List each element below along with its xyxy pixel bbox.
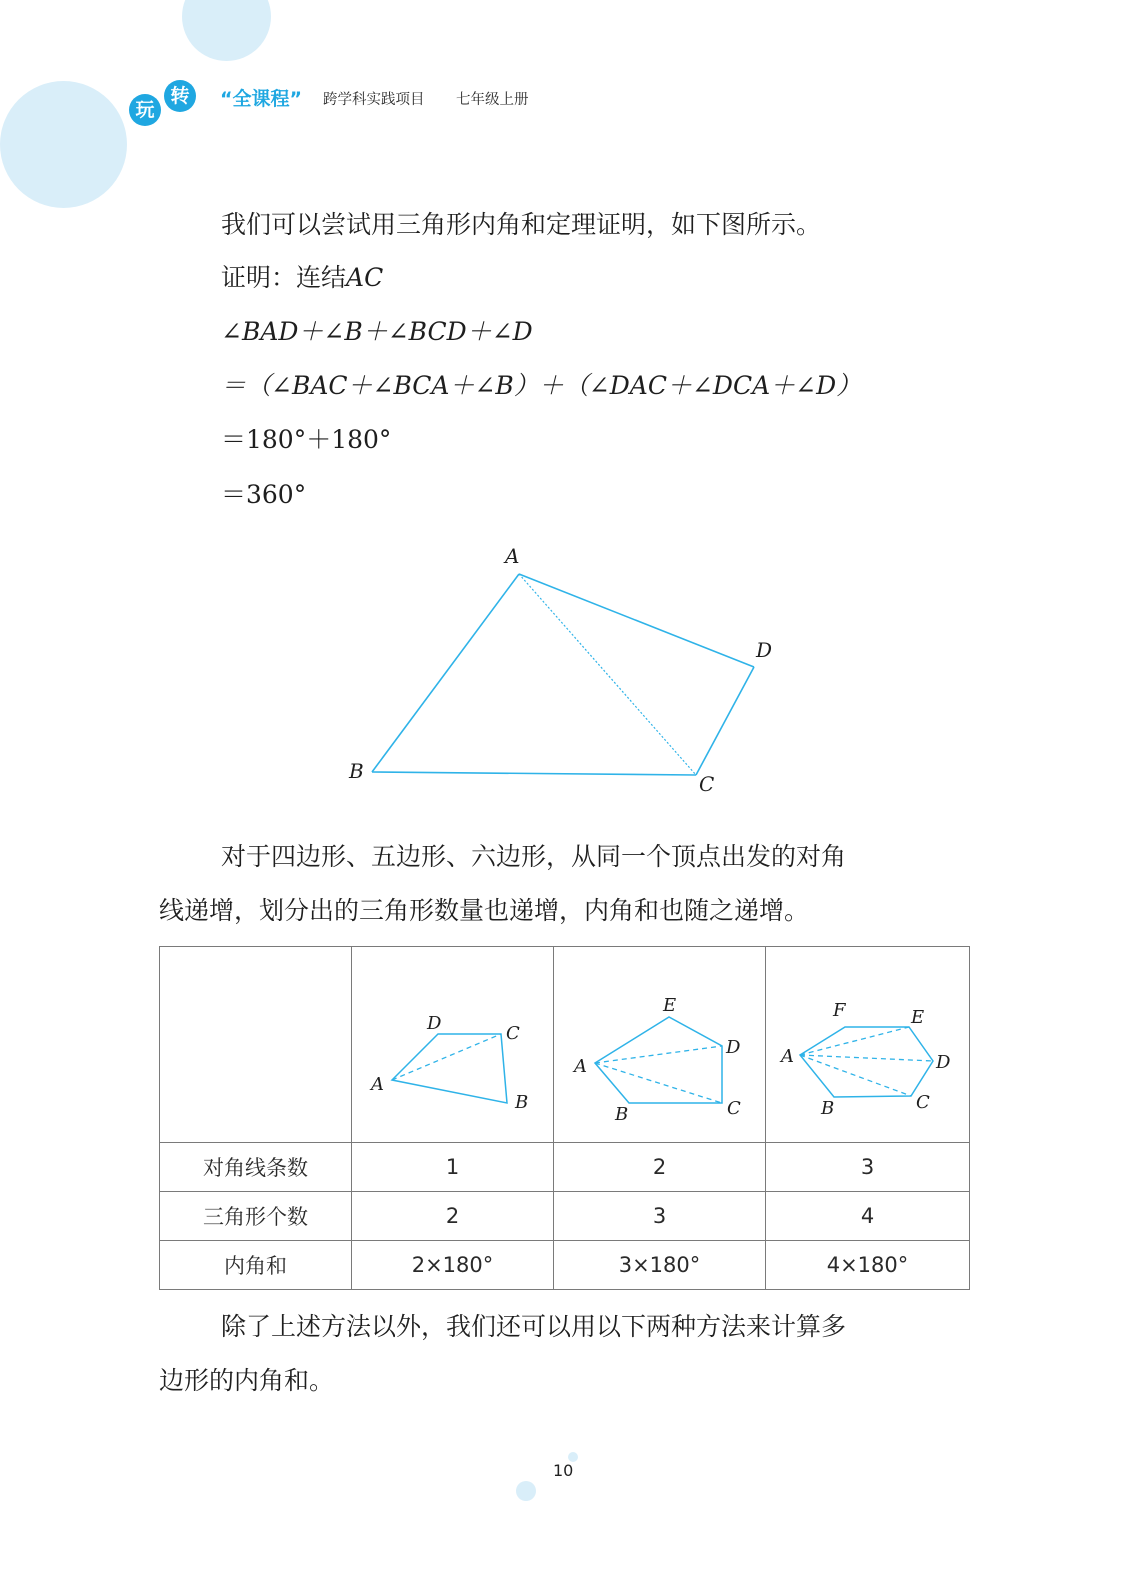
hexagon-label-d: D <box>936 1052 951 1073</box>
pentagon-label-d: D <box>726 1037 741 1058</box>
vertex-label-b: B <box>349 759 364 783</box>
header-subtitle: 跨学科实践项目 <box>323 92 425 108</box>
proof-line-4: ＝360° <box>221 480 307 509</box>
hexagon-label-e: E <box>911 1007 925 1028</box>
hexagon-diagonal-ad <box>800 1055 933 1061</box>
diagonal-ac <box>519 574 696 775</box>
header-grade: 七年级上册 <box>456 92 529 108</box>
pentagon-label-a: A <box>574 1056 587 1077</box>
table-row-triangles <box>160 1192 970 1241</box>
proof-line-3: ＝180°＋180° <box>221 425 392 454</box>
paragraph-other-methods-line-1 <box>159 1300 971 1354</box>
proof-line-2: ＝（∠BAC＋∠BCA＋∠B）＋（∠DAC＋∠DCA＋∠D） <box>221 371 862 400</box>
row-header-angle-sum: 内角和 <box>160 1241 352 1290</box>
cell-diagonals-quad: 1 <box>352 1143 554 1192</box>
vertex-label-a: A <box>505 544 520 568</box>
pentagon-label-b: B <box>615 1104 629 1125</box>
table-figure-pentagon <box>554 947 766 1143</box>
table-pentagon-svg <box>554 947 765 1137</box>
cell-triangles-pent: 3 <box>554 1192 766 1241</box>
paragraph-other-methods <box>159 1300 971 1408</box>
pentagon-label-e: E <box>663 995 677 1016</box>
proof-step-text: 证明：连结 <box>221 263 347 292</box>
paragraph-diagonals-line-2: 线递增，划分出的三角形数量也递增，内角和也随之递增。 <box>159 896 810 925</box>
hexagon-label-c: C <box>916 1092 930 1113</box>
quad-label-c: C <box>506 1023 520 1044</box>
table-figure-row <box>160 947 970 1143</box>
table-quadrilateral-svg <box>352 947 553 1137</box>
paragraph-other-methods-text-1: 除了上述方法以外，我们还可以用以下两种方法来计算多 <box>221 1312 847 1341</box>
table-corner-cell <box>160 947 352 1143</box>
vertex-label-c: C <box>699 772 715 796</box>
paragraph-diagonals <box>159 830 971 938</box>
quad-side-dc <box>696 667 754 775</box>
cell-triangles-hex: 4 <box>766 1192 970 1241</box>
proof-step-math: AC <box>346 263 384 292</box>
proof-intro: 我们可以尝试用三角形内角和定理证明，如下图所示。 <box>221 210 822 239</box>
quad-label-a: A <box>371 1074 384 1095</box>
decor-bubble-footer-large <box>516 1481 536 1501</box>
pentagon-label-c: C <box>727 1098 741 1119</box>
row-header-diagonals: 对角线条数 <box>160 1143 352 1192</box>
vertex-label-d: D <box>756 638 773 662</box>
cell-angle-sum-quad: 2×180° <box>352 1241 554 1290</box>
hexagon-label-b: B <box>821 1098 835 1119</box>
header-badge-wan: 玩 <box>129 94 161 126</box>
quad-side-cb <box>372 772 696 775</box>
hexagon-label-a: A <box>781 1046 794 1067</box>
cell-diagonals-pent: 2 <box>554 1143 766 1192</box>
table-figure-quadrilateral <box>352 947 554 1143</box>
table-row-angle-sum <box>160 1241 970 1290</box>
table-hexagon-svg <box>766 947 969 1137</box>
header-badge-zhuan: 转 <box>164 80 196 112</box>
cell-angle-sum-hex: 4×180° <box>766 1241 970 1290</box>
header-brand: “全课程” <box>220 88 302 110</box>
quad-side-ad <box>519 574 754 667</box>
quad-label-d: D <box>427 1013 442 1034</box>
pentagon-diagonal-ad <box>595 1046 722 1063</box>
table-row-diagonals <box>160 1143 970 1192</box>
cell-angle-sum-pent: 3×180° <box>554 1241 766 1290</box>
paragraph-other-methods-line-2: 边形的内角和。 <box>159 1366 335 1395</box>
paragraph-diagonals-line-1 <box>159 830 971 884</box>
polygon-table <box>159 946 970 1290</box>
quad-label-b: B <box>515 1092 529 1113</box>
cell-diagonals-hex: 3 <box>766 1143 970 1192</box>
quad-diagonal <box>392 1034 501 1080</box>
quadrilateral-shape <box>392 1034 507 1103</box>
cell-triangles-quad: 2 <box>352 1192 554 1241</box>
paragraph-diagonals-text-1: 对于四边形、五边形、六边形，从同一个顶点出发的对角 <box>221 842 847 871</box>
table-figure-hexagon <box>766 947 970 1143</box>
row-header-triangles: 三角形个数 <box>160 1192 352 1241</box>
quad-side-ba <box>372 574 519 772</box>
hexagon-label-f: F <box>833 1000 846 1021</box>
proof-line-1: ∠BAD＋∠B＋∠BCD＋∠D <box>221 317 533 346</box>
pentagon-diagonal-ac <box>595 1063 722 1103</box>
hexagon-diagonal-ae <box>800 1027 909 1055</box>
page-number: 10 <box>553 1461 574 1480</box>
